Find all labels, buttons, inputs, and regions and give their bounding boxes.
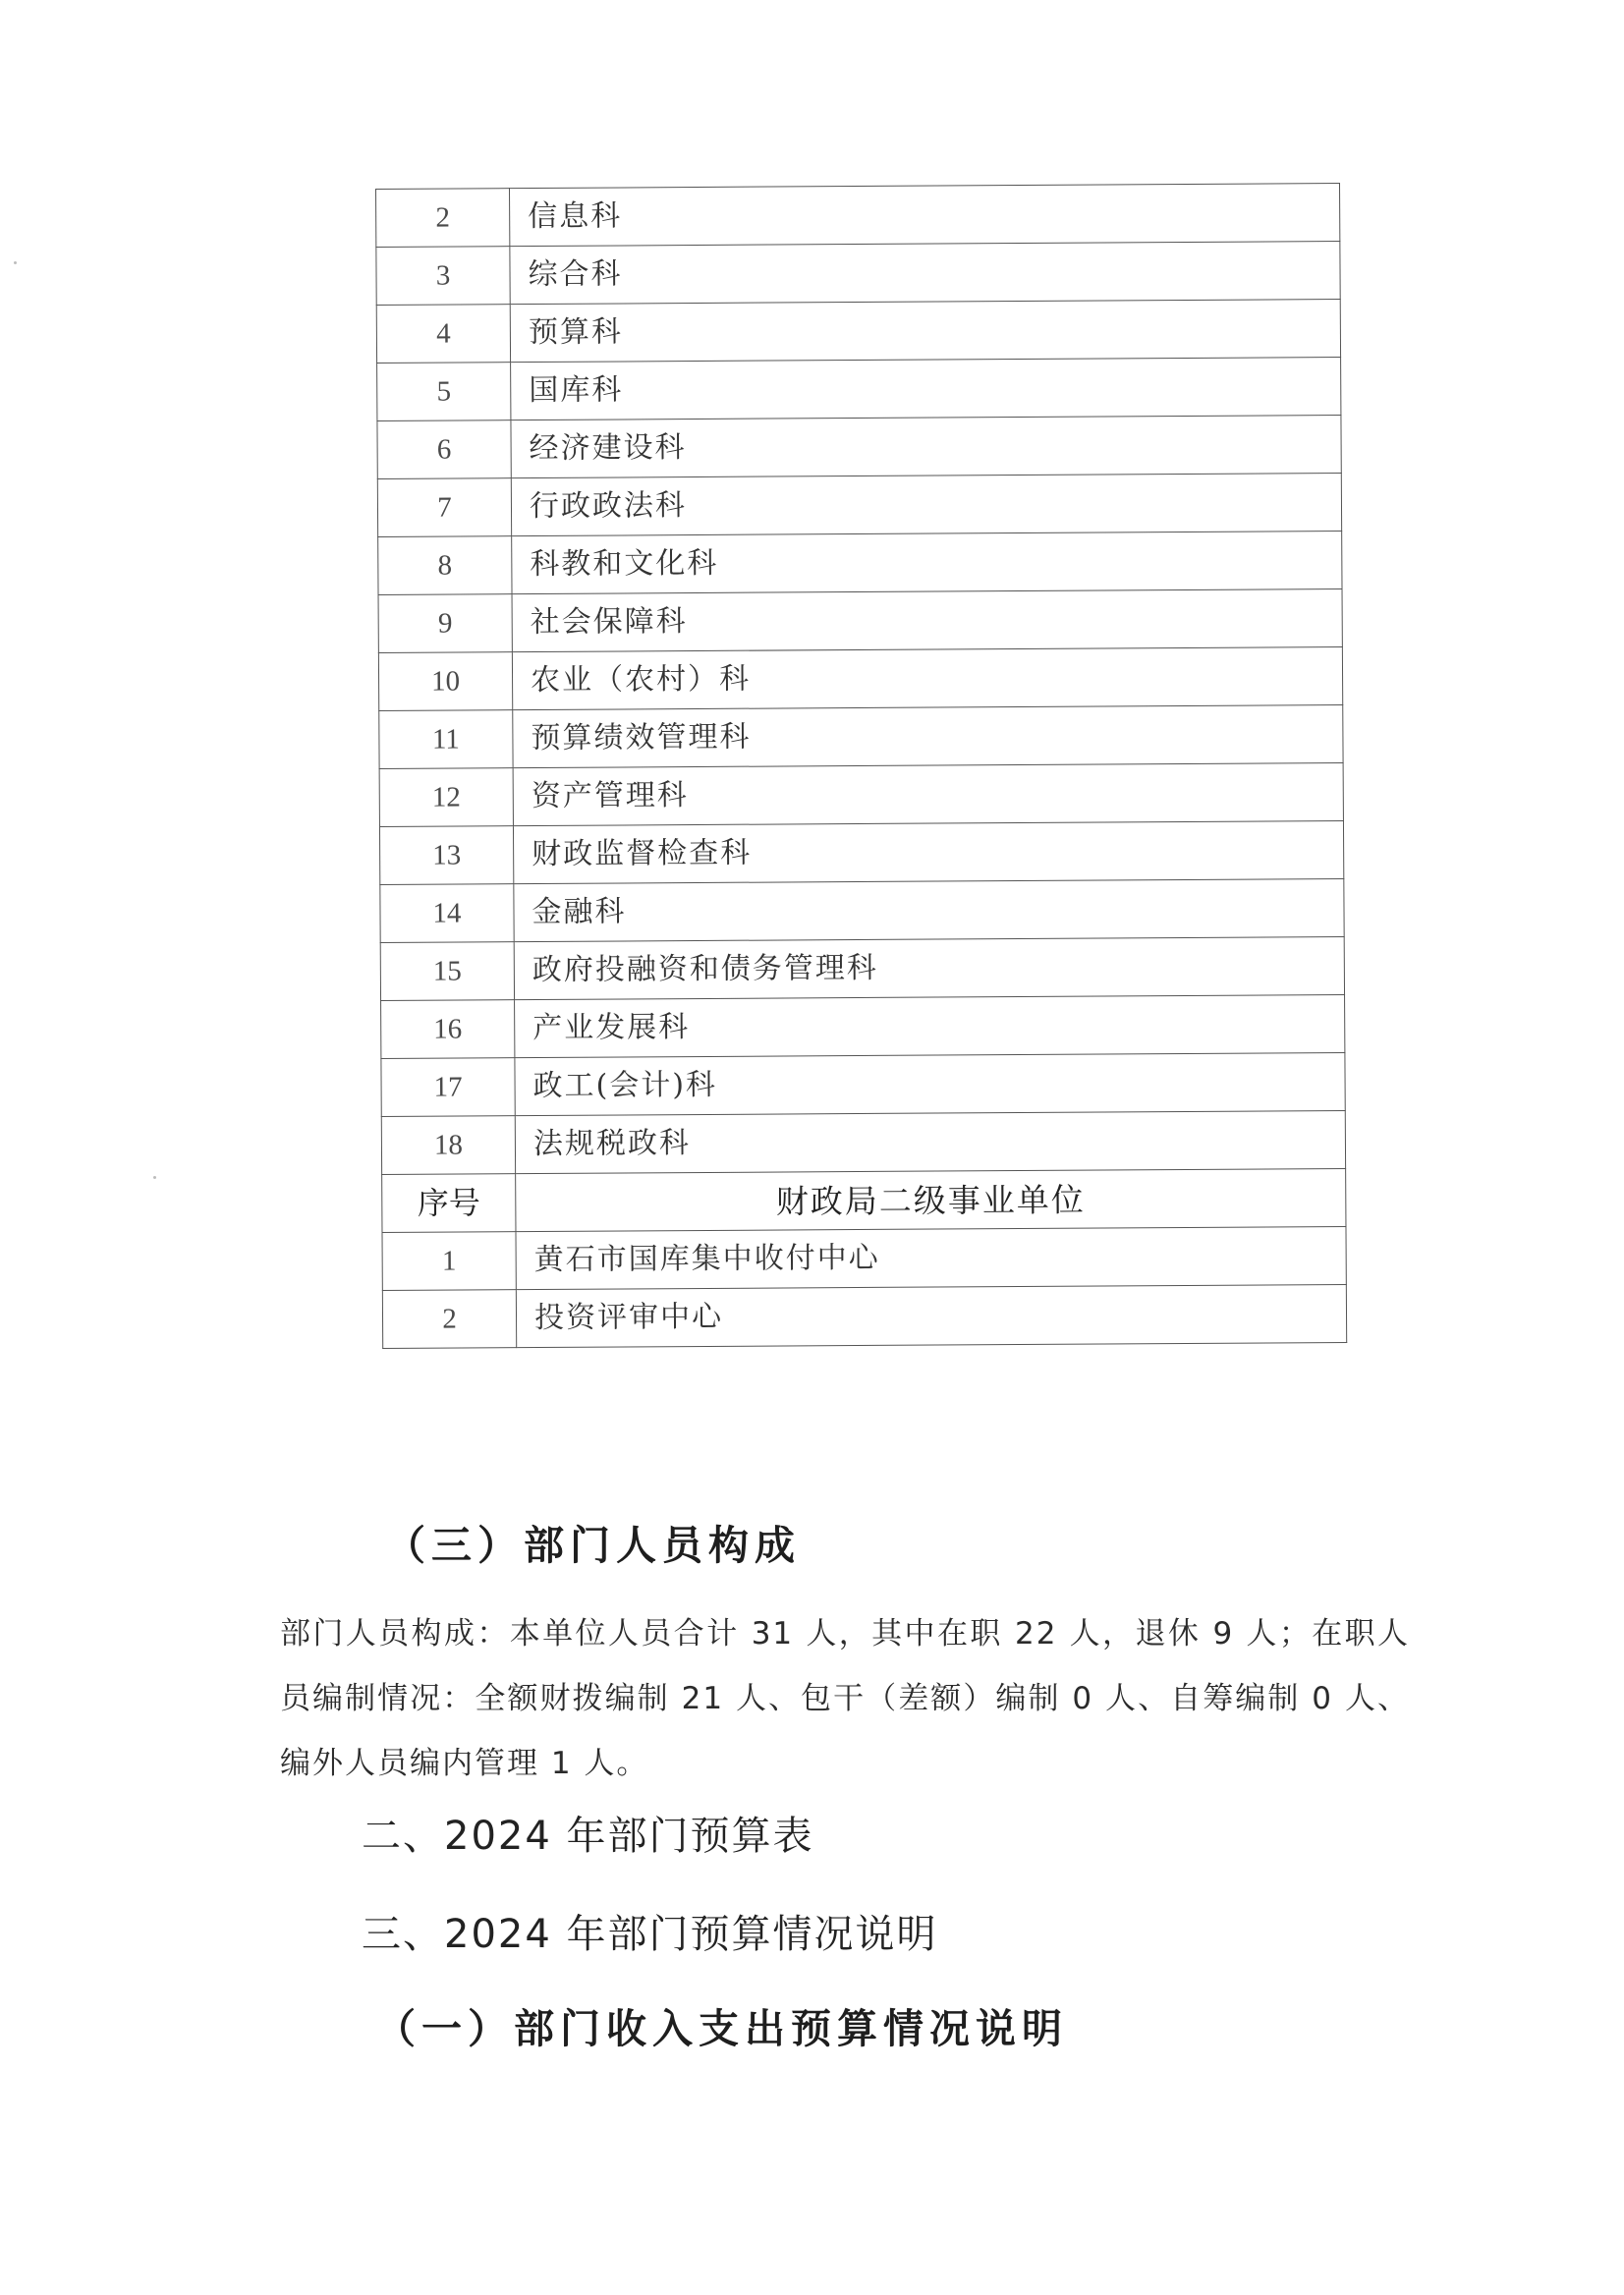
row-serial: 8 — [378, 536, 512, 595]
table-row — [379, 820, 1343, 884]
row-unit-name: 资产管理科 — [513, 762, 1343, 825]
row-serial: 17 — [381, 1058, 515, 1117]
row-serial: 1 — [382, 1232, 516, 1291]
table-row — [380, 936, 1344, 1000]
row-serial: 15 — [380, 942, 514, 1001]
row-serial: 18 — [381, 1116, 515, 1175]
row-unit-name: 综合科 — [510, 242, 1340, 305]
staff-paragraph: 部门人员构成：本单位人员合计 31 人，其中在职 22 人，退休 9 人；在职人员编制情况：全额财拨编制 21 人、包干（差额）编制 0 人、自筹编制 0 人、编外人员编内管理 1 人。 — [280, 1616, 1410, 1781]
row-serial: 6 — [377, 420, 511, 479]
row-serial: 2 — [382, 1290, 516, 1349]
scan-speck — [153, 1176, 156, 1179]
department-table — [375, 183, 1347, 1349]
income-expense-heading: （一）部门收入支出预算情况说明 — [375, 2005, 1068, 2052]
table-row — [377, 358, 1341, 421]
row-unit-name: 产业发展科 — [515, 994, 1345, 1057]
budget-explanation-heading: 三、2024 年部门预算情况说明 — [362, 1912, 938, 1957]
row-serial: 2 — [376, 189, 510, 248]
row-unit-name: 财政监督检查科 — [513, 820, 1343, 883]
staff-heading: （三）部门人员构成 — [385, 1522, 801, 1569]
row-serial: 16 — [381, 1000, 515, 1059]
row-serial: 4 — [376, 305, 510, 364]
row-serial: 5 — [377, 363, 511, 421]
table-row — [378, 588, 1342, 652]
row-unit-name: 法规税政科 — [515, 1110, 1345, 1173]
scan-speck — [14, 261, 17, 264]
row-unit-name: 信息科 — [510, 184, 1340, 247]
table-row — [379, 704, 1343, 768]
row-serial: 7 — [377, 478, 511, 537]
header-unit-name: 财政局二级事业单位 — [516, 1168, 1346, 1231]
row-unit-name: 科教和文化科 — [512, 531, 1342, 593]
row-serial: 14 — [380, 884, 514, 943]
row-unit-name: 行政政法科 — [511, 473, 1341, 535]
row-serial: 10 — [378, 652, 512, 711]
row-unit-name: 国库科 — [511, 358, 1341, 420]
table-row — [378, 531, 1342, 594]
table-row — [381, 994, 1345, 1058]
table-row — [377, 473, 1341, 536]
table-row — [376, 184, 1340, 248]
budget-table-heading: 二、2024 年部门预算表 — [362, 1814, 814, 1859]
row-unit-name: 政工(会计)科 — [515, 1052, 1345, 1115]
table-header-row — [382, 1168, 1346, 1232]
row-unit-name: 政府投融资和债务管理科 — [514, 936, 1344, 999]
table-row — [381, 1052, 1345, 1116]
table-row — [379, 762, 1343, 826]
row-unit-name: 投资评审中心 — [516, 1284, 1346, 1347]
units-table — [375, 183, 1347, 1349]
table-row — [377, 415, 1341, 478]
table-row — [382, 1226, 1346, 1290]
table-row — [378, 646, 1342, 710]
table-row — [381, 1110, 1345, 1174]
row-unit-name: 社会保障科 — [512, 588, 1342, 651]
table-row — [376, 300, 1340, 364]
table-row — [380, 878, 1344, 942]
row-unit-name: 预算科 — [510, 300, 1340, 363]
row-serial: 9 — [378, 594, 512, 653]
table-row — [376, 242, 1340, 306]
row-serial: 13 — [379, 826, 513, 885]
row-unit-name: 黄石市国库集中收付中心 — [516, 1226, 1346, 1289]
header-serial: 序号 — [382, 1174, 516, 1233]
row-serial: 12 — [379, 768, 513, 827]
row-unit-name: 金融科 — [514, 878, 1344, 941]
row-serial: 11 — [379, 710, 513, 769]
table-row — [382, 1284, 1346, 1348]
row-serial: 3 — [376, 247, 510, 306]
row-unit-name: 预算绩效管理科 — [513, 704, 1343, 767]
row-unit-name: 农业（农村）科 — [512, 646, 1342, 709]
row-unit-name: 经济建设科 — [511, 415, 1341, 477]
